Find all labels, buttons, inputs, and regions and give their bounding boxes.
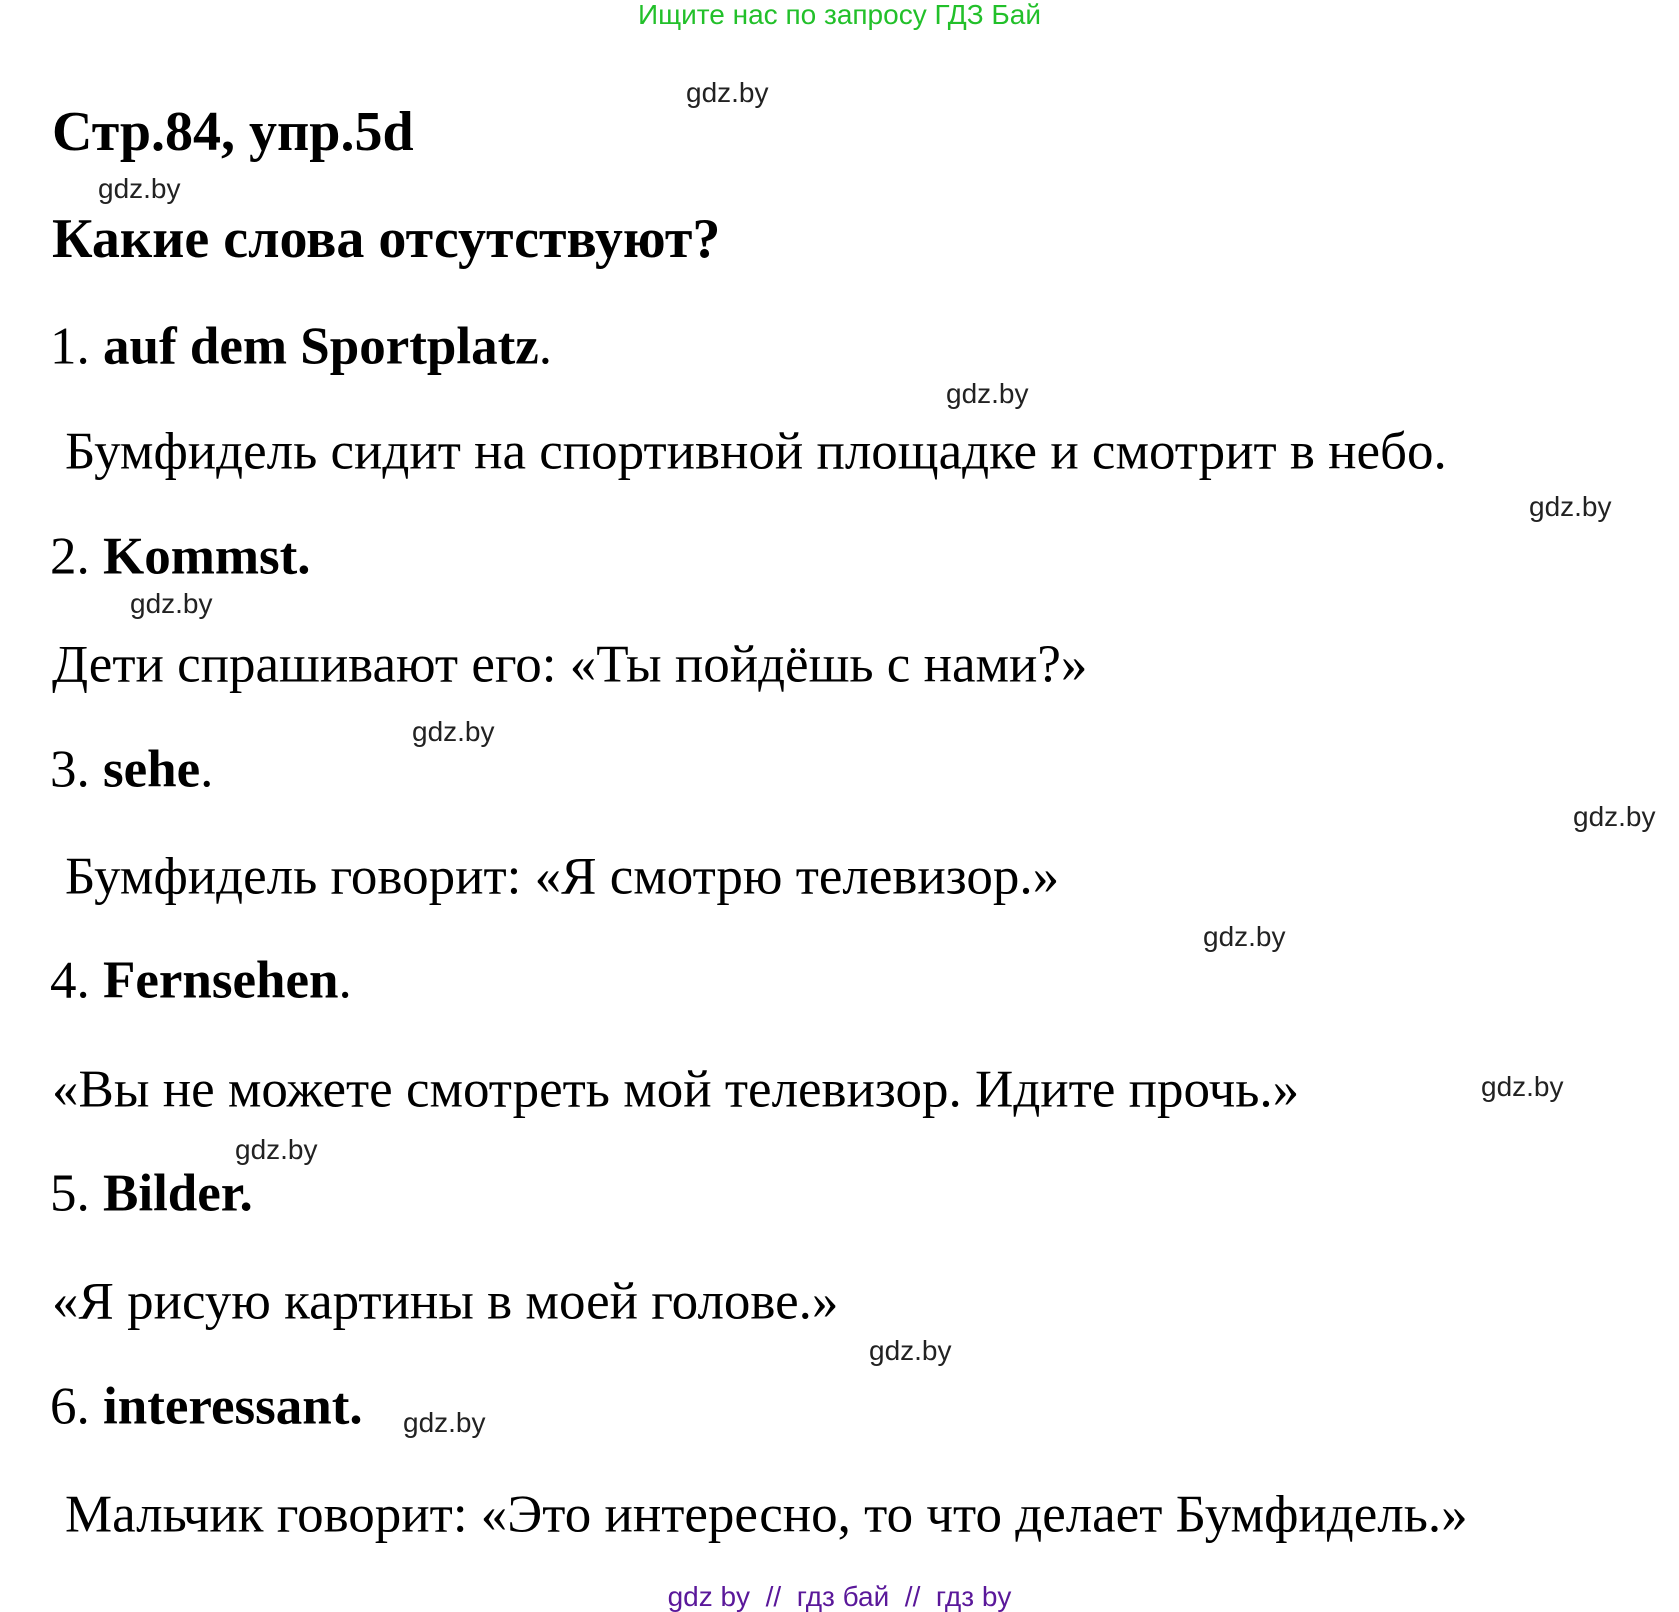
translation-3: Бумфидель говорит: «Я смотрю телевизор.» <box>65 847 1060 906</box>
item-number: 4. <box>50 951 103 1010</box>
answer-text: Fernsehen <box>103 951 339 1010</box>
watermark: gdz.by <box>98 173 181 204</box>
answer-text: Kommst. <box>103 527 311 586</box>
answer-text: interessant. <box>103 1377 363 1436</box>
translation-6: Мальчик говорит: «Это интересно, то что делает Бумфидель.» <box>65 1485 1468 1544</box>
punctuation: . <box>338 951 352 1010</box>
translation-4: «Вы не можете смотреть мой телевизор. Идите прочь.» <box>52 1060 1300 1119</box>
item-number: 6. <box>50 1377 103 1436</box>
translation-2: Дети спрашивают его: «Ты пойдёшь с нами?» <box>52 635 1088 694</box>
answer-item-1 <box>50 317 553 376</box>
watermark: gdz.by <box>1203 921 1286 952</box>
answer-text: sehe <box>103 740 201 799</box>
answer-item-2 <box>50 527 311 586</box>
answer-text: Bilder. <box>103 1164 253 1223</box>
watermark: gdz.by <box>946 378 1029 409</box>
answer-item-6 <box>50 1377 363 1436</box>
question-heading: Какие слова отсутствуют? <box>52 208 721 270</box>
page-title: Стр.84, упр.5d <box>52 101 414 163</box>
watermark: gdz.by <box>235 1134 318 1165</box>
translation-5: «Я рисую картины в моей голове.» <box>52 1272 839 1331</box>
watermark: gdz.by <box>1573 801 1656 832</box>
punctuation: . <box>200 740 214 799</box>
watermark: gdz.by <box>1481 1071 1564 1102</box>
translation-1: Бумфидель сидит на спортивной площадке и смотрит в небо. <box>65 422 1447 481</box>
punctuation: . <box>538 317 553 376</box>
answer-item-3 <box>50 740 214 799</box>
watermark: gdz.by <box>130 588 213 619</box>
watermark: gdz.by <box>869 1335 952 1366</box>
answer-text: auf dem Sportplatz <box>103 317 539 376</box>
item-number: 5. <box>50 1164 103 1223</box>
item-number: 2. <box>50 527 103 586</box>
watermark: gdz.by <box>403 1407 486 1438</box>
search-banner: Ищите нас по запросу ГДЗ Бай <box>637 0 1042 30</box>
answer-item-5 <box>50 1164 253 1223</box>
watermark: gdz.by <box>412 716 495 747</box>
item-number: 3. <box>50 740 103 799</box>
watermark: gdz.by <box>686 77 769 108</box>
answer-item-4 <box>50 951 352 1010</box>
watermark: gdz.by <box>1529 491 1612 522</box>
item-number: 1. <box>50 317 103 376</box>
footer-links: gdz by // гдз бай // гдз by <box>667 1581 1012 1612</box>
